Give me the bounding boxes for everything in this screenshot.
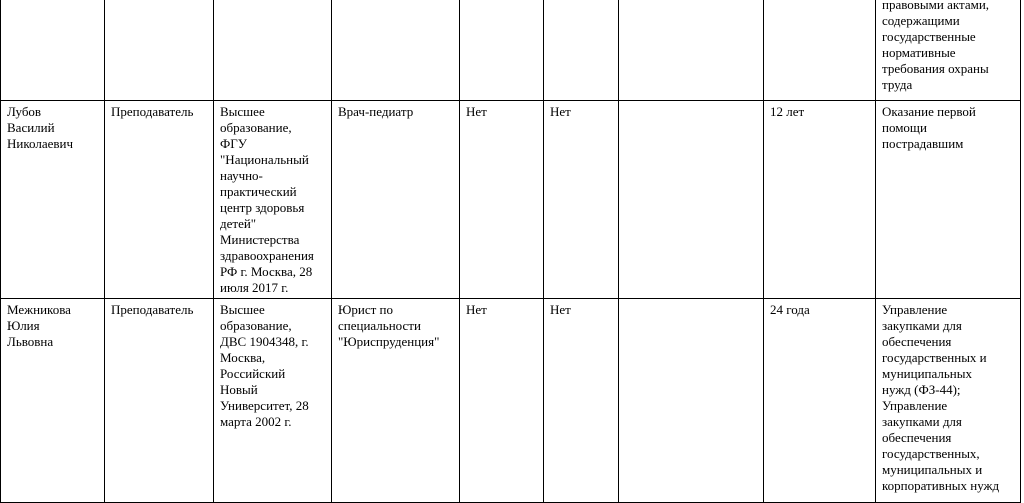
teacher-experience: 24 года xyxy=(770,302,810,317)
table-row xyxy=(1,299,1021,503)
cell-qualification xyxy=(332,299,460,503)
cell-title xyxy=(544,101,619,299)
cell-degree xyxy=(460,101,544,299)
table-row xyxy=(1,101,1021,299)
cell-position xyxy=(105,299,214,503)
cell-education xyxy=(214,101,332,299)
cell-experience xyxy=(764,0,876,101)
teacher-name: Лубов Василий Николаевич xyxy=(7,104,73,151)
cell-title xyxy=(544,299,619,503)
cell-extra xyxy=(619,0,764,101)
cell-training xyxy=(876,0,1021,101)
teacher-training: Оказание первой помощи пострадавшим xyxy=(882,104,976,151)
cell-training xyxy=(876,299,1021,503)
cell-position xyxy=(105,0,214,101)
teacher-degree: Нет xyxy=(466,302,487,317)
cell-position xyxy=(105,101,214,299)
cell-title xyxy=(544,0,619,101)
teacher-position: Преподаватель xyxy=(111,104,194,119)
cell-qualification xyxy=(332,101,460,299)
cell-name xyxy=(1,299,105,503)
cell-education xyxy=(214,0,332,101)
cell-extra xyxy=(619,299,764,503)
cell-extra xyxy=(619,101,764,299)
teacher-degree: Нет xyxy=(466,104,487,119)
teacher-qualification: Врач-педиатр xyxy=(338,104,414,119)
cell-name xyxy=(1,101,105,299)
cell-degree xyxy=(460,0,544,101)
cell-qualification xyxy=(332,0,460,101)
training-text: правовыми актами, содержащими государственные нормативные требования охраны труда xyxy=(882,0,990,92)
cell-experience xyxy=(764,299,876,503)
teacher-title: Нет xyxy=(550,104,571,119)
cell-name xyxy=(1,0,105,101)
cell-experience xyxy=(764,101,876,299)
teacher-experience: 12 лет xyxy=(770,104,805,119)
teacher-education: Высшее образование, ДВС 1904348, г. Москва, Российский Новый Университет, 28 марта 2002 г. xyxy=(220,302,309,429)
cell-training xyxy=(876,101,1021,299)
teacher-education: Высшее образование, ФГУ "Национальный научно- практический центр здоровья детей" Министерства здравоохранения РФ г. Москва, 28 июля 2017 г. xyxy=(220,104,314,295)
teacher-qualification: Юрист по специальности "Юриспруденция" xyxy=(338,302,440,349)
table-row-continued xyxy=(1,0,1021,101)
teacher-position: Преподаватель xyxy=(111,302,194,317)
cell-education xyxy=(214,299,332,503)
teacher-training: Управление закупками для обеспечения государственных и муниципальных нужд (ФЗ-44); Управление закупками для обеспечения государственных, муниципальных и корпоративных нужд xyxy=(882,302,1000,493)
teacher-name: Межникова Юлия Львовна xyxy=(7,302,71,349)
teacher-title: Нет xyxy=(550,302,571,317)
cell-degree xyxy=(460,299,544,503)
